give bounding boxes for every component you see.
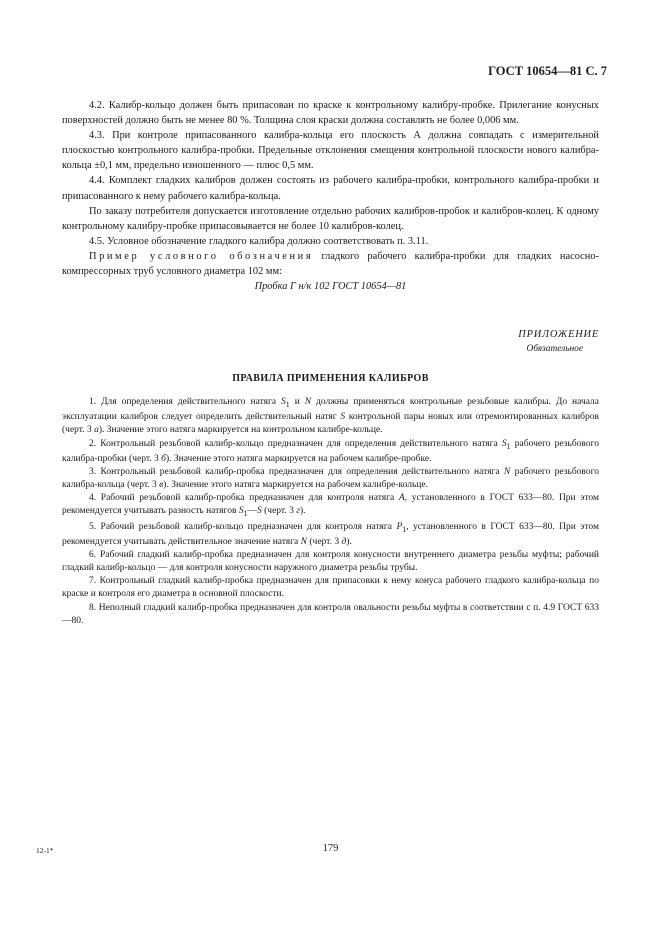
rule-5: 5. Рабочий резьбовой калибр-кольцо предназначен для контроля натяга $P_1$, установленного в ГОСТ 633—80. При этом рекомендуется учитывать действительное значение натяга N (черт. 3 д). [62,521,599,547]
appendix-title: ПРИЛОЖЕНИЕ [518,329,599,340]
rule-8: 8. Неполный гладкий калибр-пробка предназначен для контроля овальности резьбы муфты в соответствии с п. 4.9 ГОСТ 633—80. [62,602,599,626]
para-4-2: 4.2. Калибр-кольцо должен быть припасован по краске к контрольному калибру-пробке. Прилегание конусных поверхностей должно быть не менее 80 %. Толщина слоя краски должна составлять не более 0,006 мм. [62,100,599,127]
rule-7: 7. Контрольный гладкий калибр-пробка предназначен для припасовки к нему конуса рабочего гладкого калибра-кольца по краске и контроля его диаметра в основной плоскости. [62,576,599,600]
rules-text [62,396,599,628]
rule-4: 4. Рабочий резьбовой калибр-пробка предназначен для контроля натяга A, установленного в ГОСТ 633—80. При этом рекомендуется учитывать разность натягов $S_1—S$ (черт. 3 г). [62,493,600,519]
example-spaced-label: Пример условного обозначения [89,250,314,262]
rule-3: 3. Контрольный резьбовой калибр-пробка предназначен для определения действительного натяга N рабочего резьбового калибра-кольца (черт. 3 в). Значение этого натяга маркируется на рабочем калибре-кольце. [62,466,599,490]
page-number: 179 [322,843,339,854]
rule-6: 6. Рабочий гладкий калибр-пробка предназначен для контроля конусности внутреннего диаметра резьбы муфты; рабочий гладкий калибр-кольцо — для контроля конусности наружного диаметра резьбы трубы. [62,549,599,573]
example-designation: Пробка Г н/к 102 ГОСТ 10654—81 [254,281,407,293]
para-order: По заказу потребителя допускается изготовление отдельно рабочих калибров-пробок и калибров-колец. К одному контрольному калибру-пробке припасовывается не более 10 калибров-колец. [62,205,599,232]
footer-mark: 12-1* [36,846,54,855]
para-4-4: 4.4. Комплект гладких калибров должен состоять из рабочего калибра-пробки, контрольного калибра-пробки и припасованного к нему рабочего калибра-кольца. [62,175,599,202]
appendix-subtitle: Обязательное [526,344,583,354]
para-4-3: 4.3. При контроле припасованного калибра-кольца его плоскость А должна совпадать с измерительной плоскостью контрольного калибра-пробки. Предельные отклонения смещения контрольной плоскости нового калибра-кольца ±0,1 мм, предельно изношенного — плюс 0,5 мм. [62,130,599,172]
example-intro-rest: гладкого рабочего калибра-пробки для гладких насосно-компрессорных труб условного диаметра 102 мм: [62,250,599,278]
para-4-5: 4.5. Условное обозначение гладкого калибра должно соответствовать п. 3.11. [89,235,429,247]
main-text [62,98,599,294]
header-title: ГОСТ 10654—81 С. 7 [488,64,607,78]
appendix-heading [518,327,599,357]
rules-title: ПРАВИЛА ПРИМЕНЕНИЯ КАЛИБРОВ [232,373,429,384]
rule-2: 2. Контрольный резьбовой калибр-кольцо предназначен для определения действительного натяга $S_1$ рабочего резьбового калибра-пробки (черт. 3 б). Значение этого натяга маркируется на рабочем калибре-пробке. [62,438,600,464]
para-example-intro [62,249,599,279]
rule-1: 1. Для определения действительного натяга $S_1$ и N должны применяться контрольные резьбовые калибры. До начала эксплуатации калибров следует определить действительный натяг S контрольной пары новых или отремонтированных калибров (черт. 3 а). Значение этого натяга маркируется на контрольном калибре-кольце. [62,397,599,436]
